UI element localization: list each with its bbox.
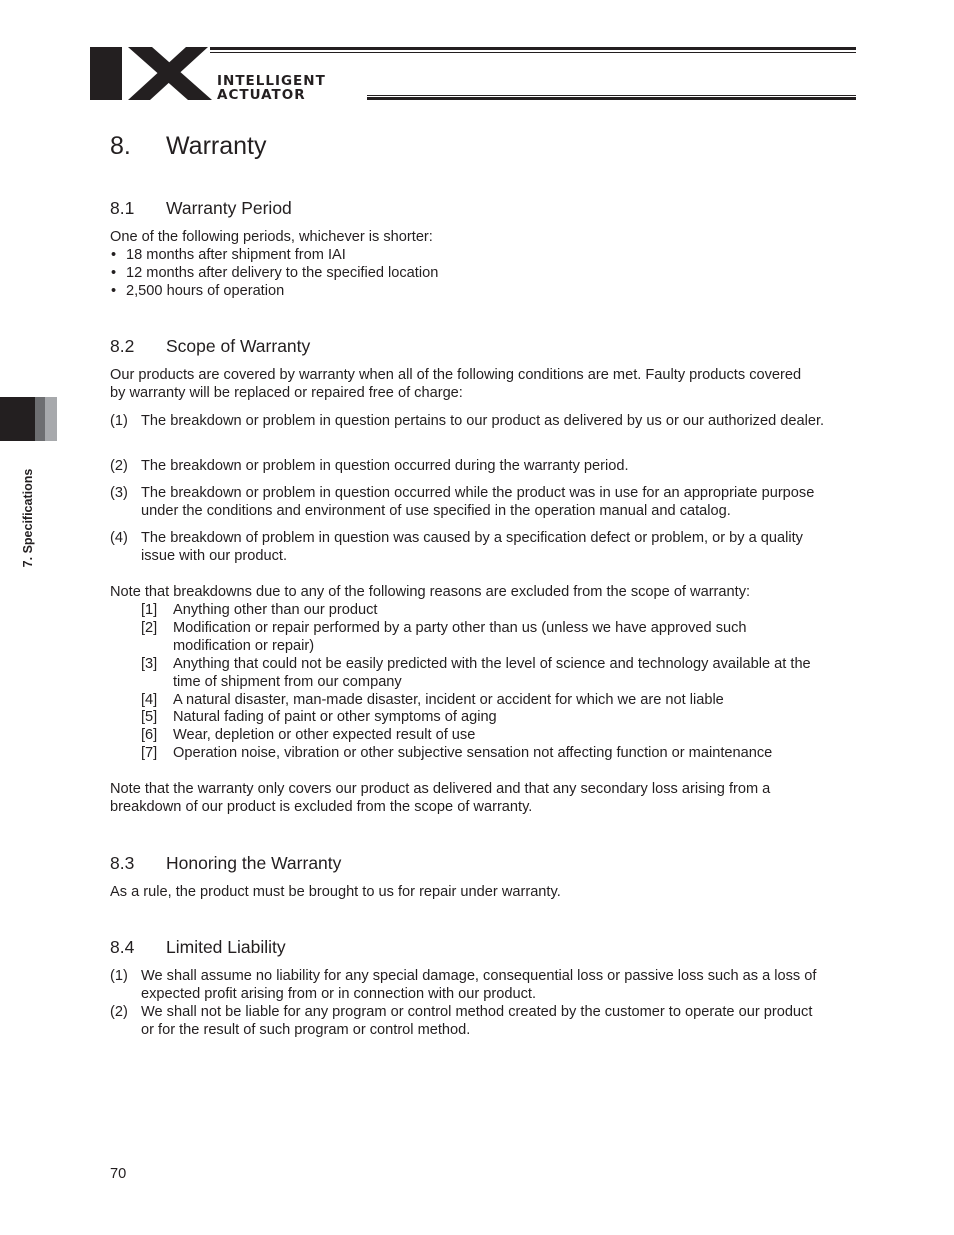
item-text: The breakdown or problem in question pertains to our product as delivered by us or our authorized dealer. — [141, 413, 825, 429]
page-header — [90, 44, 856, 104]
item-label: [6] — [141, 727, 158, 743]
ix-logo-icon — [90, 47, 212, 101]
item-label: (1) — [110, 968, 128, 984]
item-label: (3) — [110, 485, 128, 501]
exclusion-item — [141, 726, 841, 744]
list-item — [110, 457, 840, 475]
list-item — [110, 264, 438, 282]
item-label: (4) — [110, 530, 128, 546]
header-rule-bottom-thin — [367, 95, 856, 96]
page-number: 70 — [110, 1166, 127, 1182]
brand-name — [217, 75, 326, 103]
header-rule-bottom — [367, 97, 856, 100]
exclusion-item — [141, 655, 841, 691]
list-item — [110, 412, 840, 430]
list-item — [110, 484, 840, 520]
item-text: Wear, depletion or other expected result of use — [173, 727, 476, 743]
item-label: [2] — [141, 620, 158, 636]
item-text: Anything other than our product — [173, 602, 378, 618]
honoring-text: As a rule, the product must be brought to us for repair under warranty. — [110, 884, 561, 900]
list-item-text: 2,500 hours of operation — [126, 283, 285, 299]
secondary-loss-note: Note that the warranty only covers our product as delivered and that any secondary loss arising from a breakdown of our product is excluded from the scope of warranty. — [110, 781, 771, 815]
section-heading-8-3 — [110, 852, 341, 874]
item-text: The breakdown or problem in question occurred during the warranty period. — [141, 458, 629, 474]
item-label: (1) — [110, 413, 128, 429]
exclusion-item — [141, 708, 841, 726]
bullet-icon: • — [111, 265, 117, 281]
list-item — [110, 529, 840, 565]
section-title: Limited Liability — [166, 937, 286, 957]
section-title: Honoring the Warranty — [166, 853, 342, 873]
bullet-icon: • — [111, 283, 117, 299]
section-number: 8.2 — [110, 336, 135, 356]
list-item — [110, 246, 346, 264]
warranty-period-intro: One of the following periods, whichever is shorter: — [110, 229, 433, 245]
item-text: A natural disaster, man-made disaster, incident or accident for which we are not liable — [173, 692, 724, 708]
item-label: [3] — [141, 656, 158, 672]
section-title: Scope of Warranty — [166, 336, 311, 356]
exclusion-item — [141, 691, 841, 709]
list-item-text: 18 months after shipment from IAI — [126, 247, 346, 263]
chapter-label: 7. Specifications — [21, 468, 35, 568]
section-heading-8-2 — [110, 335, 310, 357]
exclusions-note: Note that breakdowns due to any of the following reasons are excluded from the scope of warranty: — [110, 584, 751, 600]
brand-line-2: ACTUATOR — [217, 87, 306, 103]
item-text: The breakdown or problem in question occurred while the product was in use for an appropriate purpose under the conditions and environment of use specified in the operation manual and catalog. — [141, 485, 815, 519]
page-title-text: Warranty — [166, 132, 267, 160]
item-label: (2) — [110, 458, 128, 474]
header-rule-top-thin — [210, 52, 856, 53]
section-number: 8.3 — [110, 853, 135, 873]
section-heading-8-4 — [110, 936, 286, 958]
list-item-text: 12 months after delivery to the specified location — [126, 265, 439, 281]
item-text: Anything that could not be easily predicted with the level of science and technology available at the time of shipment from our company — [173, 656, 811, 690]
exclusion-item — [141, 619, 841, 655]
item-text: Modification or repair performed by a party other than us (unless we have approved such modification or repair) — [173, 620, 747, 654]
item-label: (2) — [110, 1004, 128, 1020]
item-text: Natural fading of paint or other symptoms of aging — [173, 709, 497, 725]
page-title-number: 8. — [110, 132, 131, 160]
item-text: The breakdown of problem in question was caused by a specification defect or problem, or by a quality issue with our product. — [141, 530, 803, 564]
item-label: [5] — [141, 709, 158, 725]
list-item — [110, 967, 840, 1003]
item-text: We shall assume no liability for any special damage, consequential loss or passive loss such as a loss of expected profit arising from or in connection with our product. — [141, 968, 817, 1002]
section-title: Warranty Period — [166, 198, 292, 218]
bullet-icon: • — [111, 247, 117, 263]
section-heading-8-1 — [110, 197, 292, 219]
brand-line-1: INTELLIGENT — [217, 73, 326, 89]
header-rule-top — [210, 47, 856, 50]
list-item — [110, 1003, 840, 1039]
scope-intro: Our products are covered by warranty when all of the following conditions are met. Faulty products covered by warranty will be replaced or repaired free of charge: — [110, 367, 802, 401]
item-label: [1] — [141, 602, 158, 618]
list-item — [110, 282, 284, 300]
chapter-tab — [0, 397, 57, 441]
item-label: [4] — [141, 692, 158, 708]
section-number: 8.1 — [110, 198, 135, 218]
item-text: Operation noise, vibration or other subjective sensation not affecting function or maintenance — [173, 745, 773, 761]
exclusion-item — [141, 601, 841, 619]
item-text: We shall not be liable for any program or control method created by the customer to operate our product or for the result of such program or control method. — [141, 1004, 813, 1038]
section-number: 8.4 — [110, 937, 135, 957]
page-title — [110, 131, 266, 161]
exclusion-item — [141, 744, 841, 762]
item-label: [7] — [141, 745, 158, 761]
